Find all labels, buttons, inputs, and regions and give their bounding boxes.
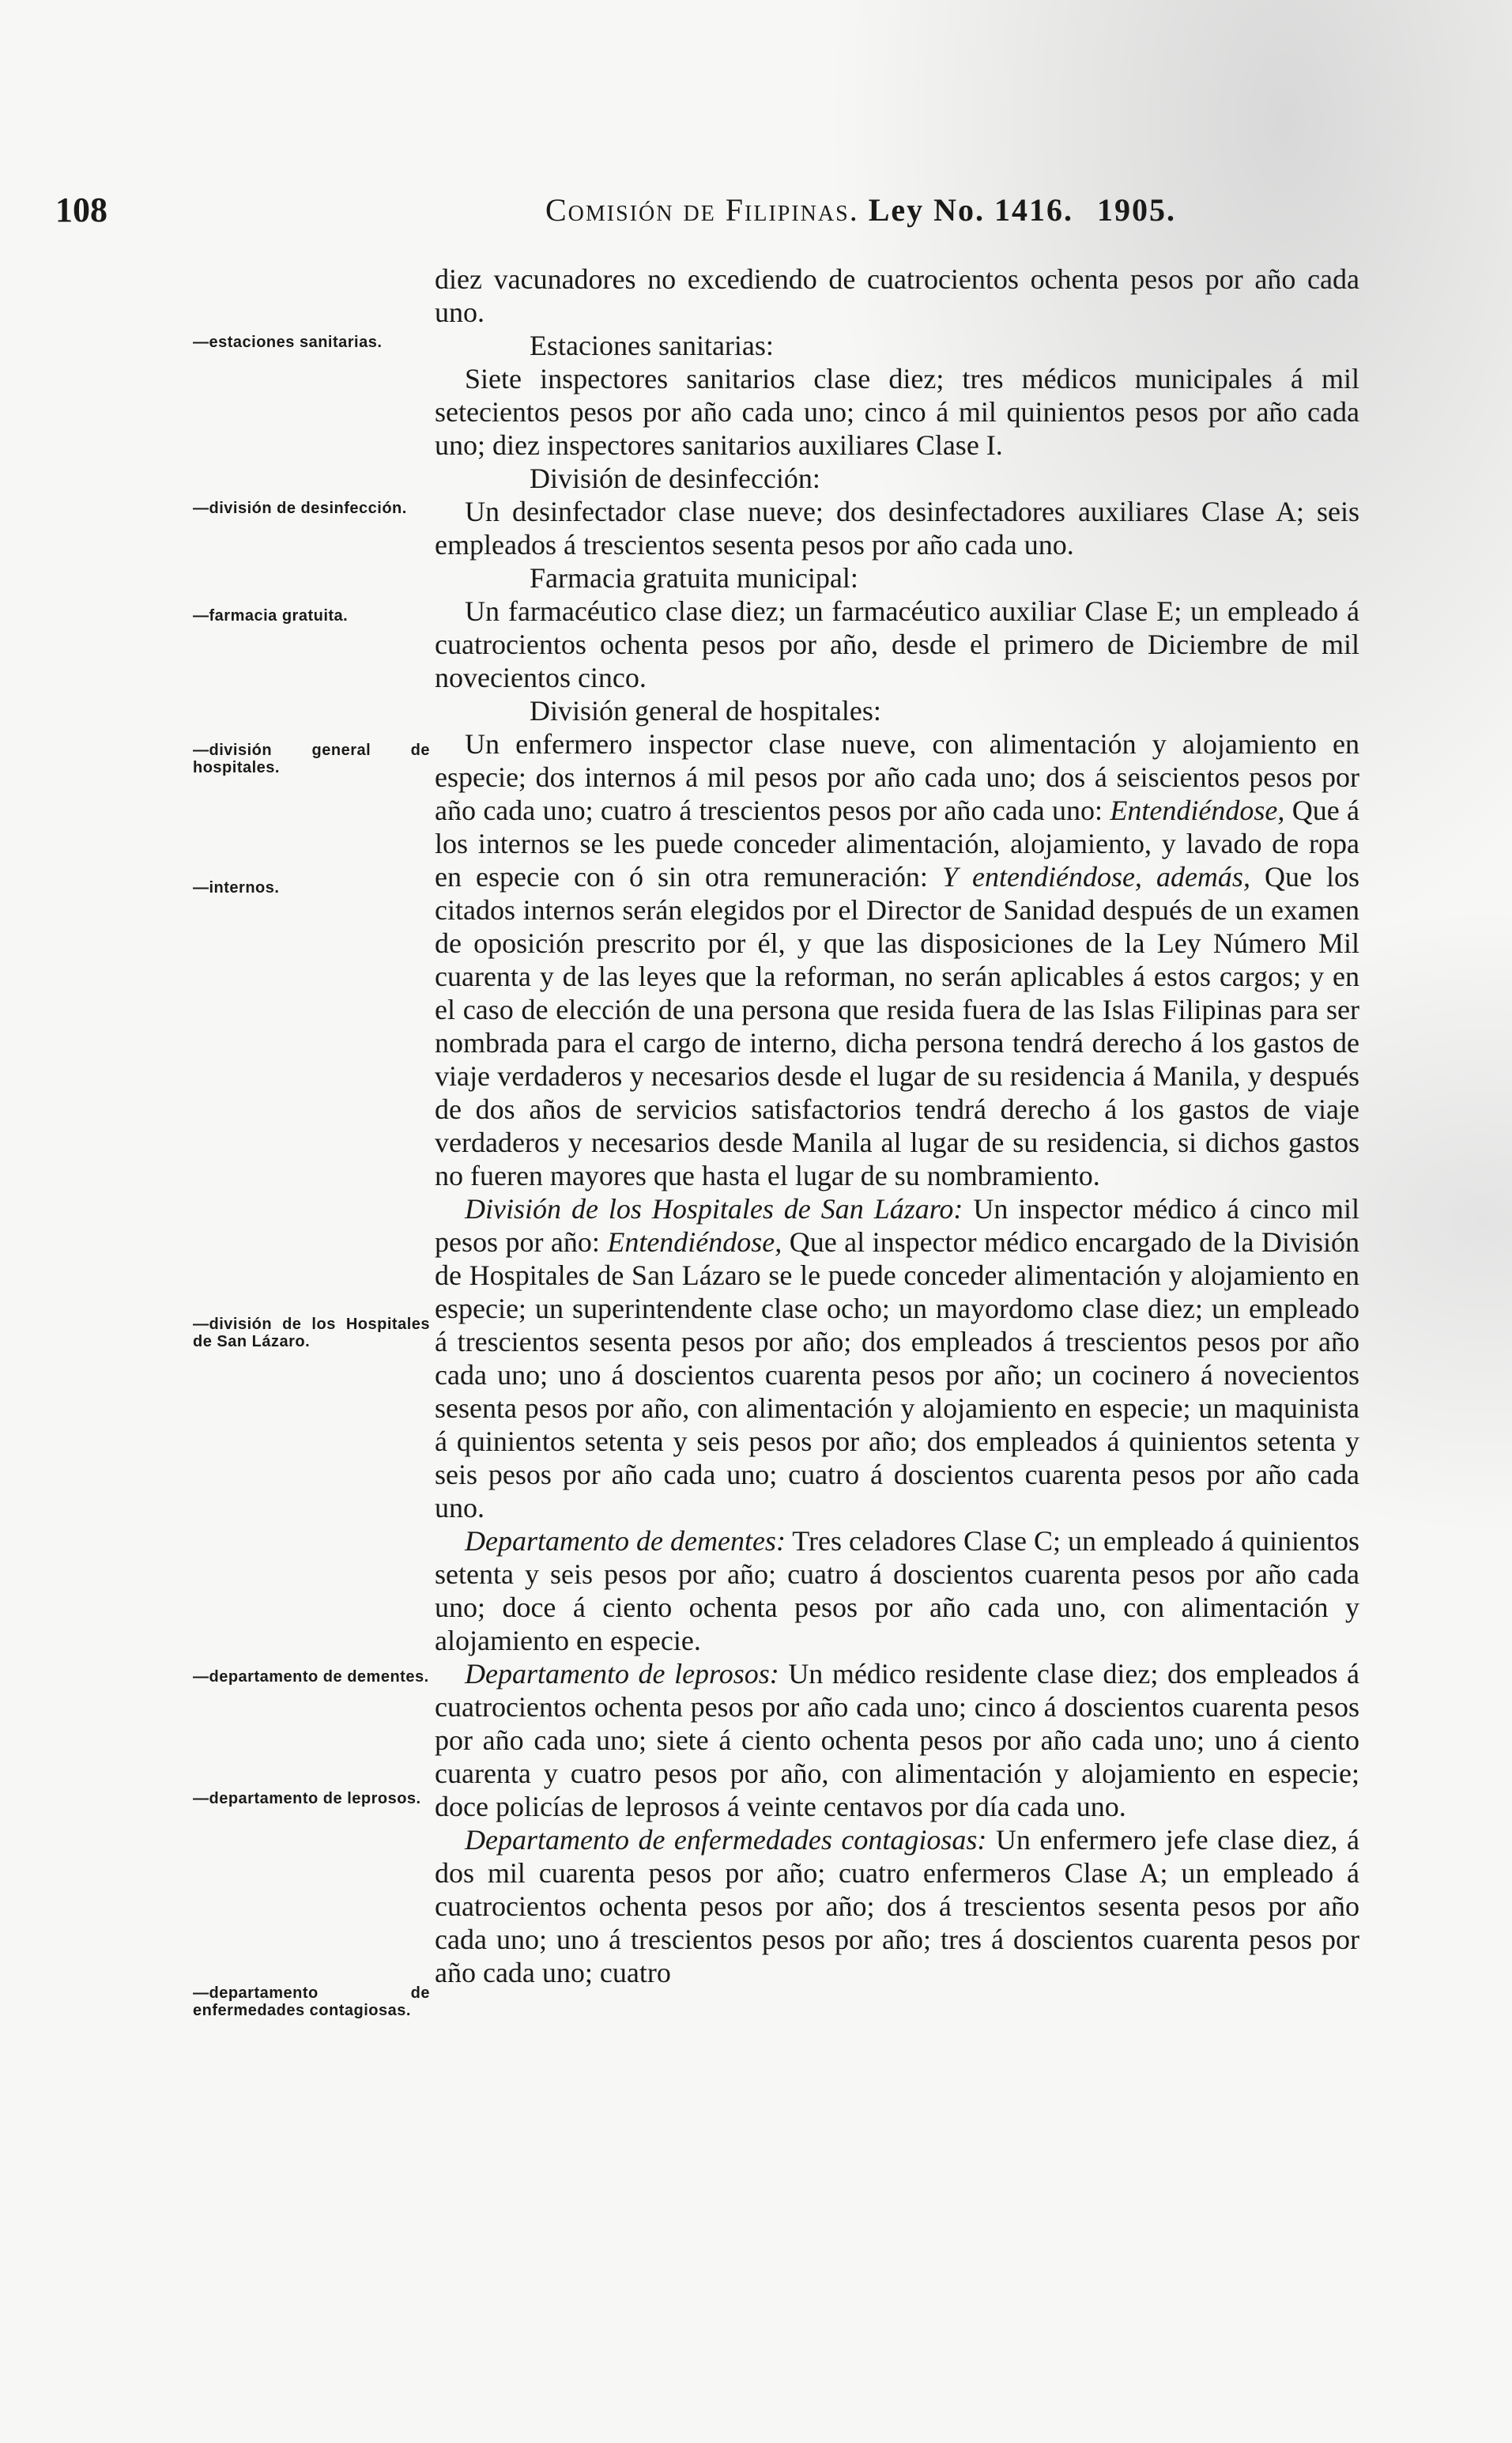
emphasis: Departamento de leprosos:: [465, 1658, 779, 1690]
margin-note-san-lazaro: —división de los Hospitales de San Lázaro.: [193, 1316, 430, 1350]
emphasis: Departamento de enfermedades contagiosas:: [465, 1824, 987, 1856]
section-heading: División general de hospitales:: [530, 695, 881, 727]
text-run: Un inspector médico á cinco mil pesos por año:: [435, 1193, 1359, 1258]
paragraph: Un farmacéutico clase diez; un farmacéutico auxiliar Clase E; un empleado á cuatrocientos ochenta pesos por año, desde el primero de Diciembre de mil novecientos cinco.: [435, 595, 1359, 693]
text-run: Que al inspector médico encargado de la División de Hospitales de San Lázaro se le puede conceder alimentación y alojamiento en especie; un superintendente clase ocho; un mayordomo clase diez; un empleado á trescientos sesenta pesos por año; dos empleados á trescientos pesos por año cada uno; uno á doscientos cuarenta pesos por año; un cocinero á novecientos sesenta pesos por año, con alimentación y alojamiento en especie; un maquinista á quinientos setenta y seis pesos por año; dos empleados á quinientos setenta y seis pesos por año cada uno; cuatro á doscientos cuarenta pesos por año cada uno.: [435, 1226, 1359, 1524]
text-run: Un enfermero jefe clase diez, á dos mil cuarenta pesos por año; cuatro enfermeros Clase A; un empleado á cuatrocientos ochenta pesos por año; dos á trescientos sesenta pesos por año cada uno; uno á trescientos pesos por año; tres á doscientos cuarenta pesos por año cada uno; cuatro: [435, 1824, 1360, 1988]
paragraph: Siete inspectores sanitarios clase diez; tres médicos municipales á mil setecientos pesos por año cada uno; cinco á mil quinientos pesos por año cada uno; diez inspectores sanitarios auxiliares Clase I.: [435, 363, 1359, 461]
emphasis: Departamento de dementes:: [465, 1525, 786, 1557]
text-run: Un enfermero inspector clase nueve, con alimentación y alojamiento en especie; dos internos á mil pesos por año cada uno; dos á seiscientos pesos por año cada uno; cuatro á trescientos pesos por año cada uno:: [435, 728, 1359, 826]
text-run: Tres celadores Clase C; un empleado á quinientos setenta y seis pesos por año; cuatro á doscientos cuarenta pesos por año cada uno; doce á ciento ochenta pesos por año cada uno, con alimentación y alojamiento en especie.: [435, 1525, 1359, 1656]
emphasis: Entendiéndose,: [1110, 795, 1285, 826]
section-heading: División de desinfección:: [530, 463, 820, 494]
paragraph: Un desinfectador clase nueve; dos desinfectadores auxiliares Clase A; seis empleados á trescientos sesenta pesos por año cada uno.: [435, 496, 1359, 561]
running-title: [545, 191, 1176, 228]
margin-note-dementes: —departamento de dementes.: [193, 1668, 429, 1686]
emphasis: Entendiéndose,: [607, 1226, 782, 1258]
page-number: 108: [55, 191, 107, 229]
emphasis: División de los Hospitales de San Lázaro:: [465, 1193, 963, 1225]
margin-note-estaciones: —estaciones sanitarias.: [193, 334, 383, 351]
page-header: [55, 183, 1257, 247]
law-number: Ley No. 1416.: [868, 192, 1074, 228]
paragraph: [435, 1192, 1359, 1524]
paragraph: [435, 1657, 1359, 1823]
law-year: 1905.: [1097, 192, 1177, 228]
paragraph: [435, 1524, 1359, 1657]
title-prefix: Comisión de Filipinas.: [545, 192, 859, 228]
margin-note-contagiosas: —departamento de enfermedades contagiosas.: [193, 1984, 430, 2019]
paragraph: [435, 727, 1359, 1192]
section-heading: Estaciones sanitarias:: [530, 330, 774, 361]
margin-note-farmacia: —farmacia gratuita.: [193, 607, 349, 625]
text-run: Que á los internos se les puede conceder alimentación, alojamiento, y lavado de ropa en especie con ó sin otra remuneración:: [435, 795, 1359, 893]
emphasis: Y entendiéndose, además,: [941, 861, 1250, 893]
margin-note-desinfeccion: —división de desinfección.: [193, 500, 407, 517]
text-run: Un médico residente clase diez; dos empleados á cuatrocientos ochenta pesos por año cada uno; cinco á doscientos cuarenta pesos por año cada uno; siete á ciento ochenta pesos por año cada uno; uno á ciento cuarenta y cuatro pesos por año, con alimentación y alojamiento en especie; doce policías de leprosos á veinte centavos por día cada uno.: [435, 1658, 1360, 1822]
text-run: Que los citados internos serán elegidos por el Director de Sanidad después de un examen de oposición prescrito por él, y que las disposiciones de la Ley Número Mil cuarenta y de las leyes que la reforman, no serán aplicables á estos cargos; y en el caso de elección de una persona que resida fuera de las Islas Filipinas para ser nombrada para el cargo de interno, dicha persona tendrá derecho á los gastos de viaje verdaderos y necesarios desde el lugar de su residencia á Manila, y después de dos años de servicios satisfactorios tendrá derecho á los gastos de viaje verdaderos y necesarios desde Manila al lugar de su residencia, si dichos gastos no fueren mayores que hasta el lugar de su nombramiento.: [435, 861, 1359, 1191]
section-heading: Farmacia gratuita municipal:: [530, 562, 858, 594]
paragraph: diez vacunadores no excediendo de cuatrocientos ochenta pesos por año cada uno.: [435, 263, 1359, 328]
margin-note-internos: —internos.: [193, 879, 280, 897]
body-text: [435, 262, 1359, 1989]
margin-note-leprosos: —departamento de leprosos.: [193, 1790, 421, 1807]
margin-note-hospitales: —división general de hospitales.: [193, 742, 430, 776]
paragraph: [435, 1823, 1359, 1989]
